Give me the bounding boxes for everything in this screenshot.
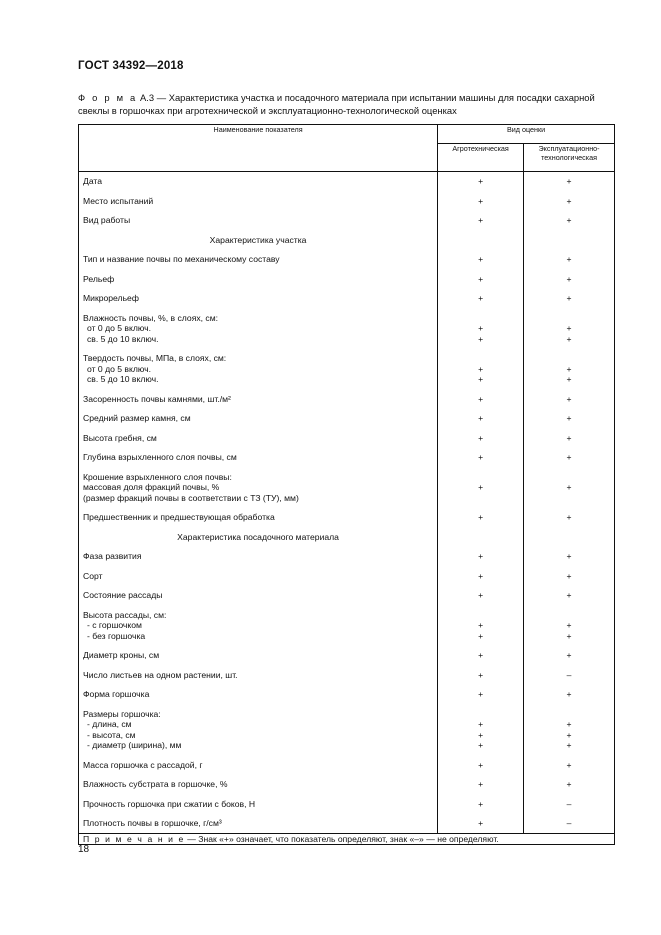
agro-mark: + xyxy=(478,759,484,770)
oper-cell xyxy=(524,447,615,467)
note-label: П р и м е ч а н и е xyxy=(83,833,185,844)
agro-mark: + xyxy=(478,650,484,660)
indicator-cell xyxy=(79,249,438,269)
oper-cell xyxy=(524,546,615,566)
oper-cell xyxy=(524,408,615,428)
agro-mark xyxy=(442,709,519,720)
oper-mark: + xyxy=(566,512,572,522)
agro-mark: + xyxy=(478,551,484,561)
agro-cell xyxy=(438,249,524,269)
agro-cell xyxy=(438,172,524,191)
oper-mark: + xyxy=(566,413,572,423)
agro-cell xyxy=(438,546,524,566)
oper-mark xyxy=(528,472,610,483)
table-row xyxy=(79,774,615,794)
table-note xyxy=(79,833,615,845)
indicator-line: - высота, см xyxy=(87,729,136,740)
agro-mark: + xyxy=(478,176,484,186)
agro-cell xyxy=(438,269,524,289)
oper-mark: + xyxy=(566,650,572,660)
agro-cell xyxy=(438,389,524,409)
form-caption-text: А.3 — Характеристика участка и посадочного материала при испытании машины для посадки сахарной свеклы в горшочках при агротехнической и эксплуатационно-технологической оценках xyxy=(78,92,595,116)
table-row xyxy=(79,605,615,646)
section-row xyxy=(79,230,615,250)
agro-cell xyxy=(438,755,524,775)
indicator-cell xyxy=(79,566,438,586)
oper-mark: + xyxy=(566,779,572,789)
oper-mark xyxy=(528,493,610,504)
page-number: 18 xyxy=(78,844,90,855)
indicator-cell xyxy=(79,191,438,211)
oper-cell xyxy=(524,794,615,814)
agro-cell xyxy=(438,447,524,467)
oper-mark xyxy=(528,709,610,720)
oper-mark: + xyxy=(566,630,572,641)
oper-cell xyxy=(524,684,615,704)
agro-cell xyxy=(438,191,524,211)
oper-cell xyxy=(524,755,615,775)
oper-mark: + xyxy=(566,719,572,729)
agro-cell xyxy=(438,308,524,349)
oper-mark: + xyxy=(566,482,572,492)
indicator-line: Тип и название почвы по механическому составу xyxy=(83,254,280,264)
table-row xyxy=(79,408,615,428)
oper-cell xyxy=(524,704,615,755)
indicator-line: Число листьев на одном растении, шт. xyxy=(83,669,238,680)
oper-cell xyxy=(524,172,615,191)
indicator-cell xyxy=(79,605,438,646)
agro-cell xyxy=(438,507,524,527)
indicator-line: Плотность почвы в горшочке, г/см³ xyxy=(83,818,222,828)
oper-cell xyxy=(524,467,615,508)
agro-mark: + xyxy=(478,215,484,225)
table-row xyxy=(79,755,615,775)
indicator-line: Вид работы xyxy=(83,215,131,225)
agro-mark: + xyxy=(478,254,484,264)
agro-cell xyxy=(438,566,524,586)
agro-mark: + xyxy=(478,570,484,581)
agro-mark: + xyxy=(478,669,484,680)
indicator-line: Влажность субстрата в горшочке, % xyxy=(83,779,228,789)
table-row xyxy=(79,704,615,755)
agro-mark: + xyxy=(478,333,484,344)
agro-mark: + xyxy=(478,740,484,750)
oper-mark: + xyxy=(566,432,572,443)
table-row xyxy=(79,566,615,586)
indicators-table xyxy=(78,124,615,845)
agro-cell xyxy=(438,230,524,250)
agro-mark: + xyxy=(478,779,484,789)
oper-mark: + xyxy=(566,374,572,384)
indicator-cell xyxy=(79,794,438,814)
agro-mark: + xyxy=(478,374,484,384)
section-row xyxy=(79,527,615,547)
indicator-line: Крошение взрыхленного слоя почвы: xyxy=(83,471,232,482)
oper-mark: + xyxy=(566,689,572,699)
table-row xyxy=(79,645,615,665)
agro-cell xyxy=(438,467,524,508)
oper-mark: + xyxy=(566,176,572,186)
indicator-line: Форма горшочка xyxy=(83,689,150,699)
table-row xyxy=(79,546,615,566)
oper-mark: + xyxy=(566,570,572,581)
indicator-line: массовая доля фракций почвы, % xyxy=(83,482,220,492)
form-caption xyxy=(78,91,618,117)
header-agro: Агротехническая xyxy=(438,144,524,172)
agro-mark xyxy=(442,493,519,504)
oper-cell xyxy=(524,249,615,269)
indicator-line: Рельеф xyxy=(83,273,115,284)
agro-cell xyxy=(438,348,524,389)
oper-cell xyxy=(524,288,615,308)
indicator-cell xyxy=(79,813,438,833)
indicator-cell xyxy=(79,704,438,755)
oper-mark: + xyxy=(566,729,572,740)
indicator-line: Диаметр кроны, см xyxy=(83,650,160,660)
note-text: — Знак «+» означает, что показатель определяют, знак «–» — не определяют. xyxy=(184,833,499,844)
indicator-line: Микрорельеф xyxy=(83,293,139,303)
oper-cell xyxy=(524,269,615,289)
indicator-line: Фаза развития xyxy=(83,551,142,561)
table-row xyxy=(79,665,615,685)
oper-mark xyxy=(528,313,610,324)
table-row xyxy=(79,467,615,508)
oper-cell xyxy=(524,210,615,230)
oper-mark: + xyxy=(566,740,572,750)
indicator-line: - диаметр (ширина), мм xyxy=(87,740,182,750)
oper-mark xyxy=(528,610,610,621)
indicator-line: - с горшочком xyxy=(87,620,142,630)
agro-mark: + xyxy=(478,195,484,206)
indicator-line: - длина, см xyxy=(87,719,132,729)
oper-mark: – xyxy=(566,669,572,680)
agro-cell xyxy=(438,527,524,547)
header-oper: Эксплуатационно-технологическая xyxy=(524,144,615,172)
oper-mark: + xyxy=(566,393,572,404)
indicator-cell xyxy=(79,665,438,685)
agro-mark: + xyxy=(478,393,484,404)
indicator-line: св. 5 до 10 включ. xyxy=(87,333,159,344)
table-row xyxy=(79,585,615,605)
table-row xyxy=(79,447,615,467)
table-row xyxy=(79,389,615,409)
oper-cell xyxy=(524,428,615,448)
indicator-cell xyxy=(79,645,438,665)
oper-mark: + xyxy=(566,293,572,303)
oper-mark: + xyxy=(566,363,572,374)
agro-mark: + xyxy=(478,323,484,333)
agro-cell xyxy=(438,774,524,794)
oper-cell xyxy=(524,230,615,250)
oper-cell xyxy=(524,507,615,527)
table-row xyxy=(79,288,615,308)
indicator-line: Влажность почвы, %, в слоях, см: xyxy=(83,312,219,323)
agro-mark: + xyxy=(478,432,484,443)
oper-mark: + xyxy=(566,323,572,333)
table-row xyxy=(79,249,615,269)
indicator-line: св. 5 до 10 включ. xyxy=(87,374,159,384)
indicator-line: Состояние рассады xyxy=(83,590,163,600)
indicator-cell xyxy=(79,389,438,409)
agro-cell xyxy=(438,585,524,605)
oper-cell xyxy=(524,645,615,665)
agro-cell xyxy=(438,428,524,448)
indicator-cell xyxy=(79,755,438,775)
indicator-line: Место испытаний xyxy=(83,195,154,206)
header-indicator: Наименование показателя xyxy=(79,125,438,172)
agro-mark: + xyxy=(478,719,484,729)
table-row xyxy=(79,507,615,527)
indicator-cell xyxy=(79,348,438,389)
agro-mark: + xyxy=(478,729,484,740)
agro-cell xyxy=(438,605,524,646)
indicator-line: Предшественник и предшествующая обработка xyxy=(83,512,275,522)
agro-mark: + xyxy=(478,293,484,303)
agro-mark: + xyxy=(478,818,484,828)
oper-mark: – xyxy=(566,818,572,828)
table-row xyxy=(79,348,615,389)
agro-mark xyxy=(442,313,519,324)
indicator-line: Сорт xyxy=(83,570,103,581)
indicator-cell xyxy=(79,408,438,428)
agro-mark: + xyxy=(478,363,484,374)
indicator-line: Масса горшочка с рассадой, г xyxy=(83,759,203,770)
agro-mark xyxy=(442,610,519,621)
indicator-cell xyxy=(79,288,438,308)
agro-mark: + xyxy=(478,798,484,809)
agro-mark: + xyxy=(478,590,484,600)
agro-mark: + xyxy=(478,689,484,699)
agro-mark: + xyxy=(478,482,484,492)
indicator-line: Высота гребня, см xyxy=(83,432,157,443)
agro-mark: + xyxy=(478,512,484,522)
indicator-cell xyxy=(79,774,438,794)
agro-cell xyxy=(438,645,524,665)
oper-cell xyxy=(524,389,615,409)
table-row xyxy=(79,210,615,230)
indicator-cell xyxy=(79,467,438,508)
agro-mark: + xyxy=(478,273,484,284)
indicator-line: от 0 до 5 включ. xyxy=(87,323,151,333)
oper-mark: + xyxy=(566,759,572,770)
oper-mark: + xyxy=(566,333,572,344)
table-row xyxy=(79,308,615,349)
table-row xyxy=(79,794,615,814)
oper-cell xyxy=(524,585,615,605)
table-row xyxy=(79,191,615,211)
agro-cell xyxy=(438,210,524,230)
agro-mark: + xyxy=(478,452,484,462)
table-row xyxy=(79,428,615,448)
table-row xyxy=(79,172,615,191)
indicator-line: Глубина взрыхленного слоя почвы, см xyxy=(83,452,237,462)
indicator-line: Высота рассады, см: xyxy=(83,609,167,620)
indicator-cell xyxy=(79,308,438,349)
indicator-cell xyxy=(79,507,438,527)
agro-mark: + xyxy=(478,620,484,630)
indicator-line: Размеры горшочка: xyxy=(83,708,161,719)
table-row xyxy=(79,269,615,289)
document-code: ГОСТ 34392—2018 xyxy=(78,60,184,72)
oper-cell xyxy=(524,665,615,685)
oper-mark: + xyxy=(566,195,572,206)
oper-mark: + xyxy=(566,551,572,561)
oper-mark: + xyxy=(566,452,572,462)
oper-cell xyxy=(524,566,615,586)
indicator-line: Твердость почвы, МПа, в слоях, см: xyxy=(83,353,227,363)
oper-mark: + xyxy=(566,215,572,225)
header-assessment: Вид оценки xyxy=(438,125,615,144)
table-row xyxy=(79,684,615,704)
indicator-cell xyxy=(79,269,438,289)
oper-cell xyxy=(524,527,615,547)
indicator-cell xyxy=(79,546,438,566)
agro-cell xyxy=(438,704,524,755)
indicator-line: (размер фракций почвы в соответствии с ТЗ (ТУ), мм) xyxy=(83,492,299,503)
agro-cell xyxy=(438,794,524,814)
agro-cell xyxy=(438,684,524,704)
oper-cell xyxy=(524,308,615,349)
oper-cell xyxy=(524,348,615,389)
agro-cell xyxy=(438,665,524,685)
oper-mark: + xyxy=(566,590,572,600)
agro-mark: + xyxy=(478,630,484,641)
indicator-cell xyxy=(79,585,438,605)
agro-mark: + xyxy=(478,413,484,423)
agro-mark xyxy=(442,472,519,483)
oper-cell xyxy=(524,605,615,646)
table-row xyxy=(79,813,615,833)
oper-mark: – xyxy=(566,798,572,809)
section-title: Характеристика участка xyxy=(79,230,438,250)
indicator-cell xyxy=(79,428,438,448)
oper-cell xyxy=(524,191,615,211)
agro-cell xyxy=(438,408,524,428)
indicator-line: - без горшочка xyxy=(87,630,146,641)
form-label: Ф о р м а xyxy=(78,92,138,103)
indicator-cell xyxy=(79,172,438,191)
indicator-line: Средний размер камня, см xyxy=(83,413,191,423)
section-title: Характеристика посадочного материала xyxy=(79,527,438,547)
agro-cell xyxy=(438,288,524,308)
indicator-line: Дата xyxy=(83,176,103,186)
indicator-line: Прочность горшочка при сжатии с боков, Н xyxy=(83,798,256,809)
indicator-line: Засоренность почвы камнями, шт./м² xyxy=(83,393,231,404)
agro-cell xyxy=(438,813,524,833)
indicator-line: от 0 до 5 включ. xyxy=(87,363,151,374)
indicator-cell xyxy=(79,684,438,704)
oper-cell xyxy=(524,813,615,833)
indicator-cell xyxy=(79,210,438,230)
oper-mark xyxy=(528,353,610,364)
oper-mark: + xyxy=(566,620,572,630)
oper-mark: + xyxy=(566,273,572,284)
indicator-cell xyxy=(79,447,438,467)
agro-mark xyxy=(442,353,519,364)
oper-mark: + xyxy=(566,254,572,264)
oper-cell xyxy=(524,774,615,794)
